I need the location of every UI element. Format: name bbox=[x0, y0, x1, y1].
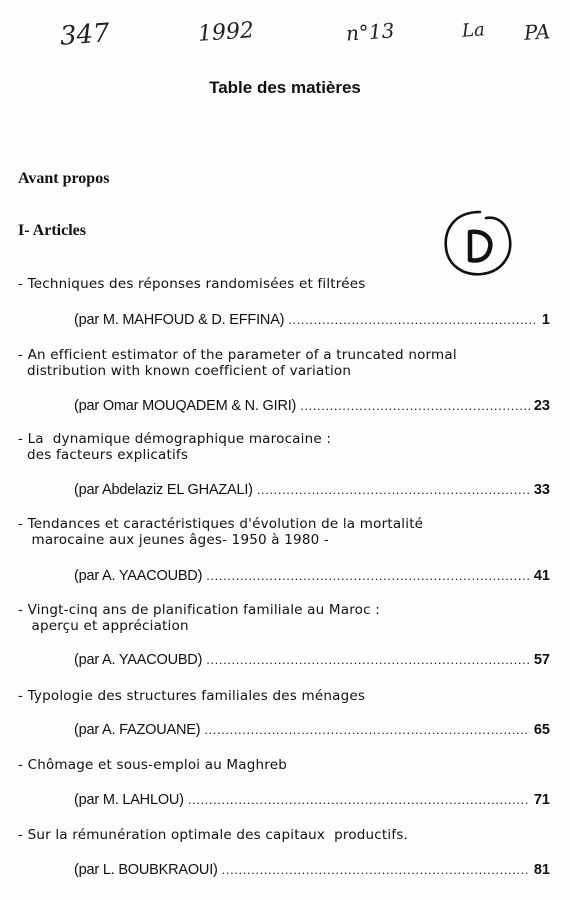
dot-leader bbox=[188, 792, 530, 807]
handwritten-note-pa: PA bbox=[523, 19, 551, 45]
toc-entry-title: - Typologie des structures familiales des ménages bbox=[18, 688, 366, 704]
toc-entry-author: (par A. YAACOUBD) bbox=[74, 652, 203, 668]
toc-entry-title: - An efficient estimator of the parameter of a truncated normal distribution with known coefficient of variation bbox=[18, 347, 457, 379]
stamp-d-icon bbox=[440, 208, 516, 278]
dot-leader bbox=[206, 568, 530, 583]
toc-entry-title: - Techniques des réponses randomisées et filtrées bbox=[18, 276, 366, 292]
toc-entry-page-number: 1 bbox=[541, 312, 550, 328]
toc-entry-page-number: 81 bbox=[533, 862, 550, 878]
toc-entry-page-number: 57 bbox=[533, 652, 550, 668]
dot-leader bbox=[257, 482, 530, 497]
toc-entry-page-number: 23 bbox=[533, 398, 550, 414]
foreword-heading: Avant propos bbox=[18, 170, 110, 187]
handwritten-note-la: La bbox=[461, 19, 486, 42]
toc-entry-author: (par M. LAHLOU) bbox=[74, 792, 184, 808]
toc-entry-author: (par A. YAACOUBD) bbox=[74, 568, 203, 584]
toc-entry-author: (par A. FAZOUANE) bbox=[74, 722, 201, 738]
handwritten-note-number: 347 bbox=[59, 18, 111, 52]
dot-leader bbox=[300, 398, 530, 413]
toc-entry-title: - Chômage et sous-emploi au Maghreb bbox=[18, 757, 288, 773]
handwritten-note-issue: n°13 bbox=[345, 18, 396, 46]
toc-entry-author-line bbox=[74, 482, 550, 498]
toc-entry-page-number: 41 bbox=[533, 568, 550, 584]
section-heading-articles: I- Articles bbox=[18, 222, 86, 239]
page-title: Table des matières bbox=[209, 78, 361, 97]
toc-entry-author-line bbox=[74, 312, 550, 328]
dot-leader bbox=[222, 862, 530, 877]
dot-leader bbox=[204, 722, 530, 737]
toc-entry-title: - Sur la rémunération optimale des capitaux productifs. bbox=[18, 827, 409, 843]
toc-entry-author-line bbox=[74, 722, 550, 738]
dot-leader bbox=[206, 652, 530, 667]
handwritten-note-year: 1992 bbox=[197, 18, 255, 47]
toc-entry-author: (par M. MAHFOUD & D. EFFINA) bbox=[74, 312, 285, 328]
toc-entry-title: - Tendances et caractéristiques d'évolution de la mortalité marocaine aux jeunes âges- 1950 à 1980 - bbox=[18, 516, 424, 548]
toc-entry-author-line bbox=[74, 398, 550, 414]
toc-entry-author-line bbox=[74, 652, 550, 668]
dot-leader bbox=[288, 312, 538, 327]
toc-entry-author-line bbox=[74, 792, 550, 808]
toc-entry-page-number: 33 bbox=[533, 482, 550, 498]
toc-entry-page-number: 71 bbox=[533, 792, 550, 808]
toc-entry-author: (par Abdelaziz EL GHAZALI) bbox=[74, 482, 253, 498]
toc-entry-title: - Vingt-cinq ans de planification familiale au Maroc : aperçu et appréciation bbox=[18, 602, 380, 634]
toc-entry-title: - La dynamique démographique marocaine : des facteurs explicatifs bbox=[18, 431, 332, 463]
toc-entry-author: (par Omar MOUQADEM & N. GIRI) bbox=[74, 398, 297, 414]
toc-entry-author-line bbox=[74, 568, 550, 584]
toc-entry-page-number: 65 bbox=[533, 722, 550, 738]
toc-entry-author-line bbox=[74, 862, 550, 878]
toc-entry-author: (par L. BOUBKRAOUI) bbox=[74, 862, 218, 878]
